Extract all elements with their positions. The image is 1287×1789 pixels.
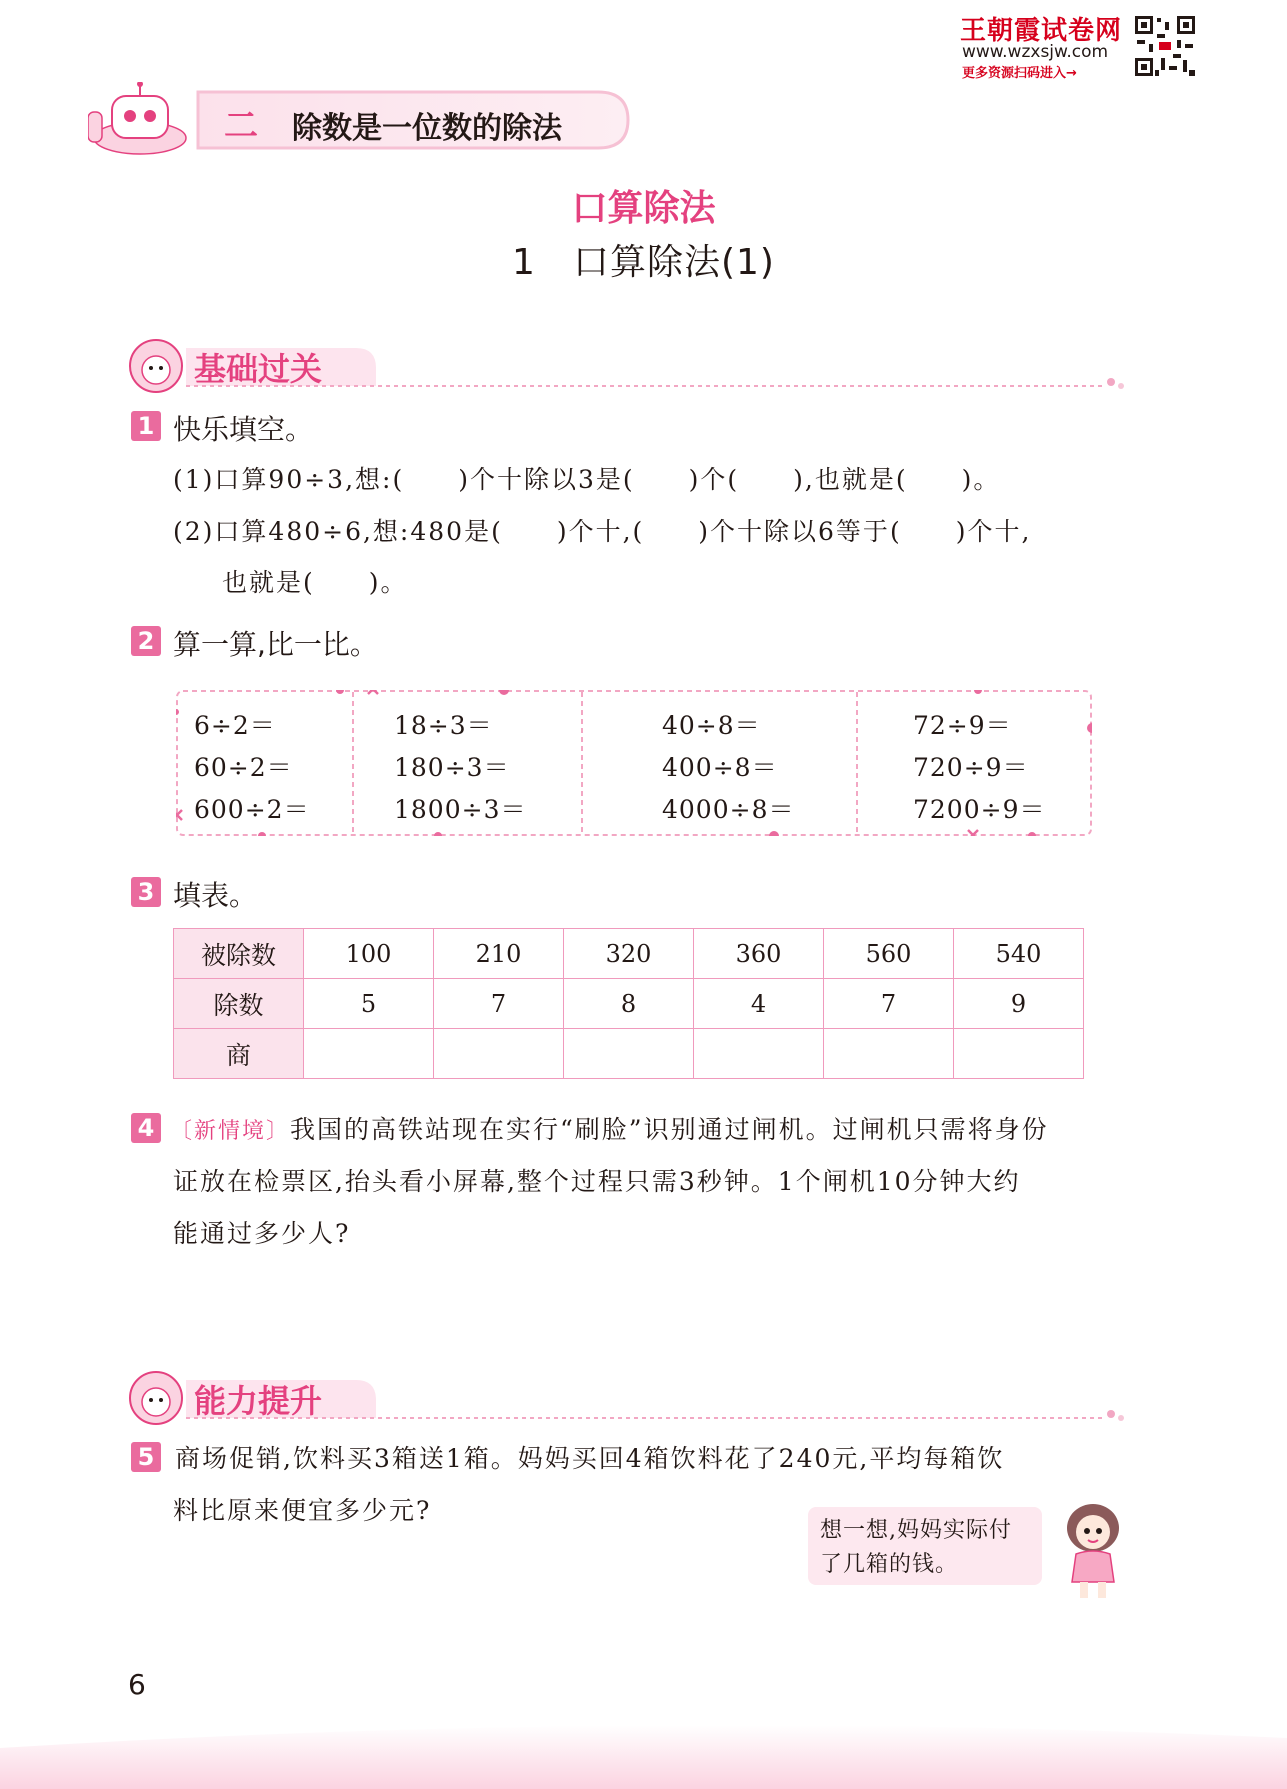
table-cell: 560: [824, 929, 954, 979]
question-number-5: 5: [131, 1442, 161, 1472]
section-header-basic: [126, 336, 1126, 406]
footer-band: [0, 1708, 1287, 1789]
girl-mascot-icon: [1058, 1502, 1128, 1602]
table-cell: 320: [564, 929, 694, 979]
lesson-title: 1 口算除法(1): [512, 242, 775, 283]
answer-cell[interactable]: [824, 1029, 954, 1079]
fill-table: [173, 928, 1084, 1079]
chapter-number: 二: [224, 106, 258, 146]
q4-line-1: [170, 1110, 1049, 1146]
question-title-2: 算一算,比一比。: [173, 628, 378, 661]
answer-cell[interactable]: [694, 1029, 824, 1079]
mascot-icon: [130, 1372, 182, 1424]
robot-mascot-icon: [88, 82, 186, 154]
answer-cell[interactable]: [564, 1029, 694, 1079]
table-cell: 7: [824, 979, 954, 1029]
table-row: [174, 1029, 1084, 1079]
table-row-label: 被除数: [174, 929, 304, 979]
table-cell: 9: [954, 979, 1084, 1029]
calc-item: 180÷3＝: [394, 753, 510, 782]
calc-item: 60÷2＝: [194, 753, 293, 782]
calc-item: 1800÷3＝: [394, 795, 527, 824]
table-row: [174, 979, 1084, 1029]
answer-cell[interactable]: [954, 1029, 1084, 1079]
question-number-1: 1: [131, 411, 161, 441]
watermark-subtitle: 更多资源扫码进入→: [962, 66, 1077, 81]
table-row-label: 除数: [174, 979, 304, 1029]
question-title-3: 填表。: [173, 879, 258, 912]
table-cell: 100: [304, 929, 434, 979]
table-row-label: 商: [174, 1029, 304, 1079]
q4-line-2: 证放在检票区,抬头看小屏幕,整个过程只需3秒钟。1个闸机10分钟大约: [173, 1167, 1021, 1196]
calc-item: 40÷8＝: [662, 711, 761, 740]
answer-cell[interactable]: [304, 1029, 434, 1079]
table-row: [174, 929, 1084, 979]
calc-item: 4000÷8＝: [662, 795, 795, 824]
question-number-3: 3: [131, 877, 161, 907]
watermark-url: www.wzxsjw.com: [962, 42, 1109, 62]
section-header-advanced: [126, 1368, 1126, 1438]
calc-item: 7200÷9＝: [913, 795, 1046, 824]
table-cell: 4: [694, 979, 824, 1029]
section-header-label: 能力提升: [194, 1382, 323, 1420]
qr-code-icon: [1133, 14, 1197, 78]
q1-line-2: (2)口算480÷6,想:480是( )个十,( )个十除以6等于( )个十,: [173, 517, 1032, 546]
page-number: 6: [128, 1668, 146, 1701]
question-title-1: 快乐填空。: [173, 413, 314, 446]
hint-line-2: 了几箱的钱。: [820, 1552, 959, 1577]
new-context-tag: 〔新情境〕: [170, 1119, 291, 1144]
section-header-label: 基础过关: [194, 350, 323, 388]
table-cell: 7: [434, 979, 564, 1029]
calc-item: 720÷9＝: [913, 753, 1029, 782]
calc-item: 6÷2＝: [194, 711, 276, 740]
calc-item: 600÷2＝: [194, 795, 310, 824]
q5-line-2: 料比原来便宜多少元?: [173, 1496, 432, 1525]
calc-item: 72÷9＝: [913, 711, 1012, 740]
calc-item: 400÷8＝: [662, 753, 778, 782]
mascot-icon: [130, 340, 182, 392]
hint-text: [820, 1514, 1040, 1582]
chapter-title: 除数是一位数的除法: [292, 111, 562, 146]
question-number-2: 2: [131, 626, 161, 656]
answer-cell[interactable]: [434, 1029, 564, 1079]
table-cell: 210: [434, 929, 564, 979]
table-cell: 8: [564, 979, 694, 1029]
q1-line-3: 也就是( )。: [222, 568, 408, 597]
q4-line-3: 能通过多少人?: [173, 1219, 351, 1248]
q1-line-1: (1)口算90÷3,想:( )个十除以3是( )个( ),也就是( )。: [173, 465, 1001, 494]
watermark-title: 王朝霞试卷网: [960, 16, 1123, 46]
q4-line-1-text: 我国的高铁站现在实行“刷脸”识别通过闸机。过闸机只需将身份: [290, 1115, 1049, 1144]
table-cell: 5: [304, 979, 434, 1029]
section-title: 口算除法: [571, 188, 716, 229]
table-cell: 540: [954, 929, 1084, 979]
calc-item: 18÷3＝: [394, 711, 493, 740]
hint-line-1: 想一想,妈妈实际付: [820, 1518, 1012, 1543]
table-cell: 360: [694, 929, 824, 979]
q5-line-1: 商场促销,饮料买3箱送1箱。妈妈买回4箱饮料花了240元,平均每箱饮: [175, 1444, 1005, 1473]
question-number-4: 4: [131, 1113, 161, 1143]
